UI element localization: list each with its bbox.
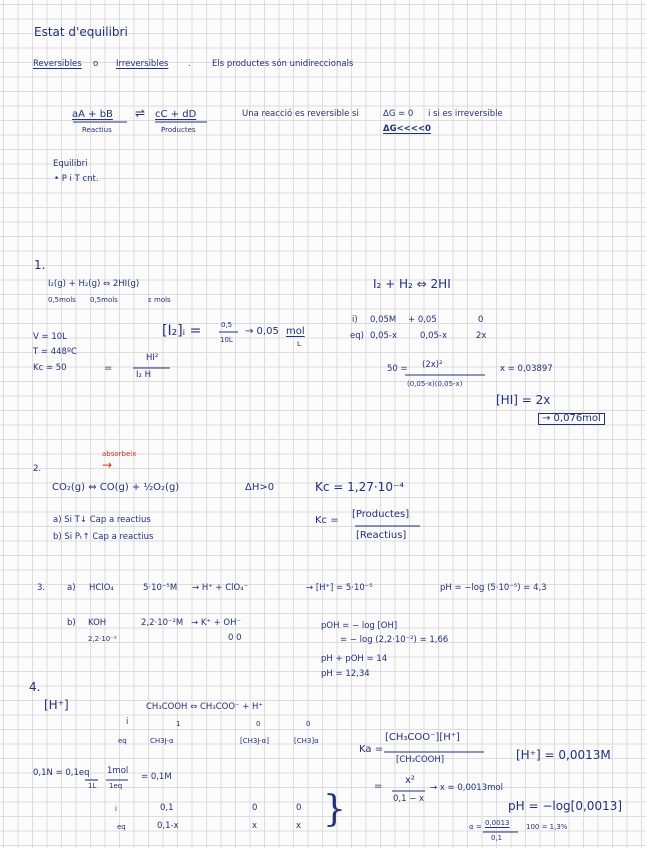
ex4-eq-label: eq [118, 737, 127, 745]
ex4-table-eq-h: x [296, 821, 302, 831]
equilibrium-title: Equilibri [53, 159, 88, 169]
ex4-normality-lhs: 0,1N = 0,1eq [33, 768, 90, 778]
ex2-dh: ΔH>0 [245, 482, 275, 493]
ex4-table-eq-anion: x [252, 821, 258, 831]
ex4-alpha-tail: 100 = 1,3% [526, 823, 568, 831]
ex1-volume: V = 10L [33, 332, 67, 342]
ex2-kc-def-label: Kc = [315, 515, 339, 526]
ex1-conc-num: 0,5 [221, 321, 233, 329]
ex4-x-value: → x = 0,0013mol [430, 783, 503, 793]
ex4-eq-equals: = [374, 781, 383, 792]
ex1-row-i-hi: 0 [478, 315, 484, 325]
ex1-reaction: I₂(g) + H₂(g) ⇔ 2HI(g) [48, 279, 140, 289]
ex1-hi-result: → 0,076mol [538, 413, 605, 425]
general-products: cC + dD [155, 109, 197, 120]
ex3-b-dissociation: → K⁺ + OH⁻ [191, 618, 241, 628]
ex4-table-i-label: i [115, 805, 117, 813]
ex3-a-conc: 5·10⁻⁵M [143, 583, 178, 593]
page-title: Estat d'equilibri [34, 25, 128, 39]
ex3-b-conc-small: 2,2·10⁻² [88, 635, 117, 643]
label-reactius: Reactius [82, 126, 112, 134]
ex1-qty-hi: ε mols [148, 296, 171, 304]
ex2-annotation-arrow: → [102, 458, 113, 472]
ex2-kc: Kc = 1,27·10⁻⁴ [315, 480, 405, 494]
ex4-ka-den: [CH₃COOH] [396, 755, 445, 765]
ex4-eq-acid: CH3J-α [150, 737, 174, 745]
subtitle-irreversibles: Irreversibles [116, 59, 169, 69]
ex1-kc-equals: = [104, 363, 113, 374]
ex4-alpha-label: α = [469, 823, 482, 831]
condition-connector: i si es irreversible [428, 109, 503, 119]
ex4-normality-result: = 0,1M [141, 772, 172, 782]
ex3-b-conc: 2,2·10⁻²M [141, 618, 184, 628]
ex4-table-i-h: 0 [296, 803, 302, 813]
ex4-i-acid: 1 [176, 720, 181, 728]
ex1-row-eq-h2: 0,05-x [420, 331, 448, 341]
ex1-equation-den: (0,05-x)(0,05-x) [407, 380, 463, 388]
ex1-conc-unit-den: L [297, 340, 301, 348]
ex3-b-sum: pH + pOH = 14 [321, 654, 388, 664]
ex1-kc-den: I₂ H [136, 370, 152, 380]
ex2-annotation: absorbeix [102, 450, 137, 458]
ex1-conc-label: [I₂]ᵢ = [162, 323, 202, 339]
ex4-reaction: CH₃COOH ⇔ CH₃COO⁻ + H⁺ [146, 702, 263, 712]
label-productes: Productes [161, 126, 196, 134]
ex2-number: 2. [33, 464, 42, 474]
ex1-temperature: T = 448ºC [33, 347, 77, 357]
subtitle-reversibles: Reversibles [33, 59, 82, 69]
condition-reversible: ΔG = 0 [383, 109, 414, 119]
ex3-a-dissociation: → H⁺ + ClO₄⁻ [192, 583, 249, 593]
ex4-ka-num: [CH₃COO⁻][H⁺] [385, 732, 460, 743]
ex4-table-eq-acid: 0,1-x [157, 821, 179, 831]
ex4-eq-frac-num: x² [405, 775, 415, 786]
ex4-i-label: i [126, 717, 129, 727]
ex1-row-i-h2: + 0,05 [408, 315, 437, 325]
ex4-number: 4. [29, 680, 41, 694]
ex3-b-poh1: pOH = − log [OH] [321, 621, 398, 631]
ex1-row-i-i2: 0,05M [370, 315, 397, 325]
ex4-table-eq-label: eq [117, 823, 126, 831]
ex1-conc-result: → 0,05 [245, 326, 279, 337]
ex4-i-anion: 0 [256, 720, 261, 728]
ex4-ph-line: pH = −log[0,0013] [508, 799, 623, 813]
ex1-conc-den: 10L [220, 336, 233, 344]
ex4-i-h: 0 [306, 720, 311, 728]
ex1-x-result: x = 0,03897 [500, 364, 553, 374]
ex4-alpha-num: 0,0013 [485, 819, 510, 827]
ex2-a-line: a) Si T↓ Cap a reactius [53, 515, 151, 525]
ex4-table-i-anion: 0 [252, 803, 258, 813]
ex1-equation-lhs: 50 = [387, 364, 408, 374]
ex4-normality-unit-den: 1eq [109, 782, 123, 790]
subtitle-o: o [93, 59, 99, 69]
ex3-b-species: KOH [88, 618, 107, 628]
ex4-ka-label: Ka = [359, 744, 384, 755]
ex1-row-eq-label: eq) [350, 331, 364, 341]
ex1-row-eq-i2: 0,05-x [370, 331, 398, 341]
ex1-qty-i2: 0,5mols [48, 296, 76, 304]
ex1-kc-num: HI² [146, 353, 159, 363]
subtitle-dot: . [188, 59, 191, 69]
general-arrow: ⇌ [135, 106, 146, 120]
ex3-a-h: → [H⁺] = 5·10⁻⁵ [306, 583, 373, 593]
ex3-b-label: b) [67, 618, 76, 628]
ex1-qty-h2: 0,5mols [90, 296, 118, 304]
ex3-b-zeros: 0 0 [228, 633, 242, 643]
ex4-h-label: [H⁺] [44, 698, 69, 712]
ex3-b-poh2: = − log (2,2·10⁻²) = 1,66 [340, 635, 449, 645]
ex1-conc-unit-num: mol [286, 326, 305, 337]
equilibrium-note: • P i T cnt. [54, 174, 99, 184]
ex1-kc: Kc = 50 [33, 363, 67, 373]
ex3-a-species: HClO₄ [89, 583, 114, 593]
ex4-eq-anion: [CH3J-α] [240, 737, 270, 745]
ex1-row-eq-hi: 2x [476, 331, 487, 341]
ex1-hi-expr: [HI] = 2x [496, 393, 551, 407]
ex4-normality-den: 1L [88, 782, 97, 790]
ex3-a-ph: pH = −log (5·10⁻⁵) = 4,3 [440, 583, 547, 593]
ex2-kc-def-num: [Productes] [352, 509, 410, 520]
ex1-right-reaction: I₂ + H₂ ⇔ 2HI [373, 277, 451, 291]
ex2-b-line: b) Si Pₜ↑ Cap a reactius [53, 532, 154, 542]
ex3-number: 3. [37, 583, 46, 593]
ex1-equation-num: (2x)² [422, 360, 443, 370]
ex1-number: 1. [34, 258, 46, 272]
ex2-reaction: CO₂(g) ⇔ CO(g) + ½O₂(g) [52, 482, 180, 493]
ex4-eq-h: [CH3]α [294, 737, 319, 745]
ex4-eq-frac-den: 0,1 − x [393, 794, 425, 804]
subtitle-note: Els productes són unidireccionals [212, 59, 354, 69]
condition-irreversible: ΔG<<<<0 [383, 124, 431, 134]
ex4-table-i-acid: 0,1 [160, 803, 174, 813]
ex1-row-i-label: i) [352, 315, 358, 325]
ex3-b-ph: pH = 12,34 [321, 669, 370, 679]
ex4-brace: } [323, 789, 346, 830]
ex3-a-label: a) [67, 583, 76, 593]
ex4-normality-unit-num: 1mol [107, 766, 129, 776]
general-reactants: aA + bB [72, 109, 113, 120]
ex4-alpha-den: 0,1 [491, 834, 503, 842]
reversible-note: Una reacció es reversible si [242, 109, 359, 119]
ex2-kc-def-den: [Reactius] [356, 530, 407, 541]
ex4-h-result: [H⁺] = 0,0013M [516, 748, 611, 762]
